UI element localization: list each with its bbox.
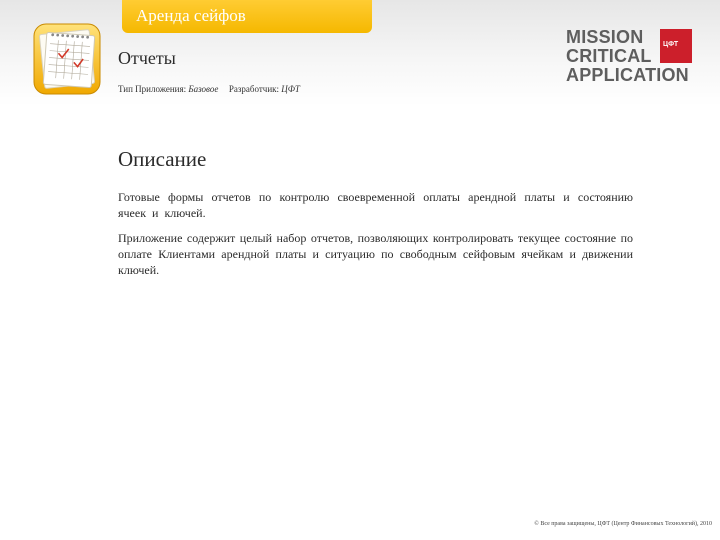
cft-badge xyxy=(660,29,692,63)
section-title: Описание xyxy=(118,147,207,171)
developer-label: Разработчик: xyxy=(228,84,280,94)
copyright-footer: © Все права защищены, ЦФТ (Центр Финансовых Технологий), 2010 xyxy=(534,521,712,527)
mission-critical-logo xyxy=(566,28,696,88)
description-paragraph-1: Готовые формы отчетов по контролю своевременной оплаты арендной платы и состоянию ячеек и ключей. xyxy=(118,190,633,220)
logo-line-mission: MISSION xyxy=(566,27,644,47)
app-type-value: Базовое xyxy=(188,84,219,94)
app-type-label: Тип Приложения: xyxy=(118,84,187,94)
developer-value: ЦФТ xyxy=(281,84,300,94)
header-band xyxy=(0,0,720,106)
logo-line-application: APPLICATION xyxy=(566,65,689,85)
app-title: Отчеты xyxy=(118,48,176,68)
category-tab[interactable] xyxy=(122,0,372,33)
category-tab-label: Аренда сейфов xyxy=(136,6,246,25)
description-paragraph-2: Приложение содержит целый набор отчетов, позволяющих контролировать текущее состояние по оплате Клиентами арендной платы и ситуацию по свободным сейфовым ячейкам и движении ключей. xyxy=(118,231,633,277)
calendar-notepad-icon xyxy=(33,21,102,96)
logo-line-critical: CRITICAL xyxy=(566,46,652,66)
cft-badge-text: ЦФТ xyxy=(663,41,679,48)
app-meta xyxy=(118,84,300,94)
